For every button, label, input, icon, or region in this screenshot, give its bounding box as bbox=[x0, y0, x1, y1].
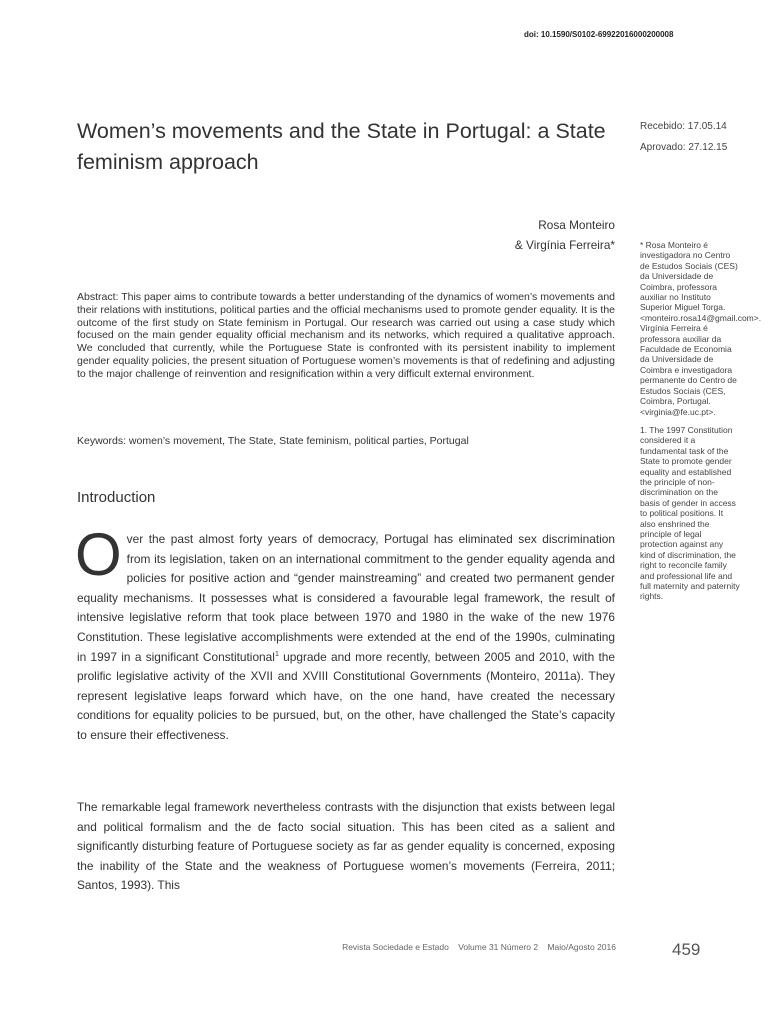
journal-volume: Volume 31 Número 2 bbox=[458, 942, 539, 952]
section-heading-introduction: Introduction bbox=[77, 489, 156, 506]
submission-dates bbox=[640, 116, 727, 158]
footnote-1: 1. The 1997 Constitution considered it a fundamental task of the State to promote gender equality and established the principle of non-discrimination on the basis of gender in access to political positions. It also enshrined the principle of legal protection against any kind of discrimination, the right to reconcile family and professional life and full maternity and paternity rights. bbox=[640, 424, 740, 602]
journal-issue-date: Maio/Agosto 2016 bbox=[547, 942, 616, 952]
approved-date: Aprovado: 27.12.15 bbox=[640, 142, 728, 153]
journal-name: Revista Sociedade e Estado bbox=[342, 942, 449, 952]
page-number: 459 bbox=[672, 940, 701, 959]
received-date: Recebido: 17.05.14 bbox=[640, 121, 727, 132]
authors bbox=[440, 215, 615, 255]
footnote-ref-1[interactable]: 1 bbox=[274, 650, 279, 658]
body-paragraph-1 bbox=[75, 521, 616, 746]
keywords: Keywords: women’s movement, The State, State feminism, political parties, Portugal bbox=[77, 435, 469, 447]
author-line-2: & Virgínia Ferreira* bbox=[514, 238, 615, 252]
author-line-1: Rosa Monteiro bbox=[538, 218, 615, 232]
article-title: Women’s movements and the State in Portugal: a State feminism approach bbox=[77, 119, 606, 174]
page-footer bbox=[300, 942, 616, 952]
body-paragraph-2: The remarkable legal framework nevertheless contrasts with the disjunction that exists between legal and political formalism and the de facto social situation. This has been cited as a salient and significantly disturbing feature of Portuguese society as far as gender equality is concerned, exposing the inability of the State and the weakness of Portuguese women’s movements (Ferreira, 2011; Santos, 1993). This bbox=[77, 800, 615, 893]
drop-cap: O bbox=[75, 521, 122, 588]
body-paragraph-1-text-b: upgrade and more recently, between 2005 and 2010, with the prolific legislative activity of the XVII and XVIII Constitutional Governments (Monteiro, 2011a). They represent legislative leaps forward which have, on the one hand, have created the necessary conditions for equality policies to be pursued, but, on the other, have challenged the State’s capacity to ensure their effectiveness. bbox=[77, 649, 616, 742]
doi: doi: 10.1590/S0102-69922016000200008 bbox=[524, 30, 674, 39]
abstract: Abstract: This paper aims to contribute towards a better understanding of the dynamics of women’s movements and their relations with institutions, political parties and the official mechanisms used to promote gender equality. It is the outcome of the first study on State feminism in Portugal. Our research was carried out using a case study which focused on the main gender equality official mechanism and its networks, which required a qualitative approach. We concluded that currently, while the Portuguese State is confronted with its persistent inability to implement gender equality policies, the present situation of Portuguese women’s movements is that of redefining and adjusting to the major challenge of reinvention and resignification within a very difficult external environment. bbox=[77, 291, 615, 380]
sidebar-notes bbox=[640, 240, 762, 610]
body-paragraph-1-text-a: ver the past almost forty years of democracy, Portugal has eliminated sex discrimination from its legislation, taken on an international commitment to the gender equality agenda and policies for positive action and “gender mainstreaming” and created two permanent gender equality mechanisms. It possesses what is considered a favourable legal framework, the result of intensive legislative reform that took place between 1970 and 1980 in the wake of the new 1976 Constitution. These legislative accomplishments were extended at the end of the 1990s, culminating in 1997 in a significant Constitutional bbox=[77, 532, 615, 664]
author-note: * Rosa Monteiro é investigadora no Centro de Estudos Sociais (CES) da Universidade de Coimbra, professora auxiliar no Instituto Superior Miguel Torga. <monteiro.rosa14@gmail.com>. Virgínia Ferreira é professora auxiliar da Faculdade de Economia da Universidade de Coimbra e investigadora permanente do Centro de Estudos Sociais (CES, Coimbra, Portugal. <virginia@fe.uc.pt>. bbox=[640, 240, 762, 417]
